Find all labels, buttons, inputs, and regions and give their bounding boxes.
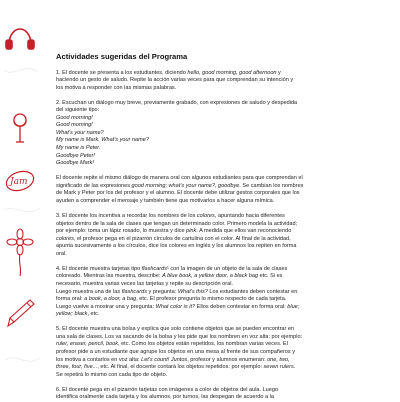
flower-doodle-icon: [7, 229, 33, 276]
italic-text: seven rulers: [263, 364, 294, 371]
text-line: [56, 107, 386, 115]
italic-text: pink: [186, 228, 197, 235]
text-run: del siguiente tipo:: [56, 107, 100, 114]
text-run: una sala de clases. Los va sacando de la bolsa y les pide que los nombren en voz alta: por ejemplo:: [56, 333, 303, 340]
text-run: 3. El docente los incentiva a recordar los nombres de los: [56, 213, 197, 220]
text-line: [56, 145, 386, 153]
text-line: [56, 364, 386, 372]
text-run: ¹ con la imagen de un objeto de la sala de clases: [167, 265, 288, 272]
decorative-sidebar: [0, 0, 48, 400]
text-line: [56, 273, 386, 281]
text-line: [56, 266, 386, 274]
text-line: [56, 221, 386, 229]
text-run: , el profesor pega en el pizarrón círculos de cartulina con el color. Al final de la actividad,: [73, 235, 291, 242]
text-line: [56, 190, 386, 198]
document-title: Actividades sugeridas del Programa: [56, 52, 188, 61]
sidebar-doodles: [0, 0, 48, 400]
document-body: [56, 70, 386, 402]
faint-strokes: [4, 69, 40, 362]
paragraph-p3: [56, 175, 386, 205]
text-line: [56, 213, 386, 221]
text-run: y: [276, 69, 281, 76]
document-page: [56, 52, 386, 402]
italic-text: flashcards: [121, 288, 147, 295]
text-run: oral.: [56, 250, 67, 257]
text-run: 4. El docente muestra tarjetas tipo: [56, 265, 142, 272]
italic-text: one, two,: [267, 356, 290, 363]
text-run: significado de las expresiones: [56, 182, 132, 189]
text-run: ayuden a comprender el mensaje y también tiene que motivarlos a hacer alguna mímica.: [56, 197, 275, 204]
italic-text: Good morning!: [56, 114, 93, 121]
text-line: [56, 326, 386, 334]
text-line: [56, 236, 386, 244]
text-line: [56, 100, 386, 108]
text-run: de Mark y Peter por los del profesor y el alumno. El docente debe utilizar gestos corporales que los: [56, 190, 300, 197]
text-run: El docente repite el mismo diálogo de manera oral con algunos estudiantes para que comprendan el: [56, 175, 303, 182]
text-line: [56, 137, 386, 145]
text-line: [56, 153, 386, 161]
text-run: y pregunta:: [146, 288, 178, 295]
italic-text: colores: [56, 235, 74, 242]
text-run: . A medida que ellos van reconociendo: [196, 228, 292, 235]
text-line: [56, 251, 386, 259]
text-run: , etc.: [87, 311, 100, 318]
italic-text: My name is Peter.: [56, 145, 101, 152]
text-run: identifica oralmente cada tarjeta y los alumnos, por turnos, las despegan de acuerdo a la: [56, 394, 274, 401]
text-run: .: [293, 364, 296, 371]
text-run: objetos dentro de la sala de clases que tengan un determinado color. Primero modela la actividad;: [56, 220, 298, 227]
italic-text: Goodbye Mark!: [56, 160, 94, 167]
text-line: [56, 394, 386, 402]
italic-text: What's your name?: [56, 129, 104, 136]
text-run: . Se cambian los nombres: [239, 182, 304, 189]
paragraph-p5: [56, 266, 386, 319]
italic-text: hello, good morning, good afternoon: [187, 69, 277, 76]
text-line: [56, 160, 386, 168]
microphone-icon: [14, 114, 26, 142]
text-line: [56, 228, 386, 236]
text-line: [56, 130, 386, 138]
text-run: Se repetirá lo mismo con cada tipo de objeto.: [56, 371, 168, 378]
sidebar-doodle-text: Jam: [10, 177, 28, 187]
italic-text: What's this?: [177, 288, 208, 295]
italic-text: ruler, eraser, pencil, book: [56, 341, 118, 348]
text-line: [56, 85, 386, 93]
text-run: , etc. Como los objetos están repetidos, los nombran varias veces. El: [117, 341, 288, 348]
text-line: [56, 183, 386, 191]
headphones-icon: [6, 29, 34, 49]
text-line: [56, 281, 386, 289]
italic-text: yellow; black: [56, 311, 88, 318]
paragraph-p6: [56, 326, 386, 379]
italic-text: three, four, five...: [56, 364, 98, 371]
text-run: haciendo un gesto de saludo. Repite la acción varias veces para que comprendan su intención y: [56, 77, 294, 84]
text-run: , apuntando hacia diferentes: [214, 213, 285, 220]
text-line: [56, 334, 386, 342]
text-run: 6. El docente pega en el pizarrón tarjetas con imágenes a color de objetos del aula. Luego: [56, 386, 279, 393]
italic-text: A blue book, a yellow door, a black bag: [162, 273, 259, 280]
italic-text: What color is it?: [155, 303, 196, 310]
italic-text: Let's count! Juntos: [141, 356, 188, 363]
italic-text: colores: [196, 213, 215, 220]
text-run: , etc. Al final, el docente contará los objetos repetidos: por ejemplo:: [97, 364, 264, 371]
text-line: [56, 304, 386, 312]
text-run: necesario, muestra varias veces las tarjetas y repite su descripción oral.: [56, 281, 233, 287]
italic-text: Good morning!: [56, 122, 93, 129]
text-line: [56, 349, 386, 357]
italic-text: good morning; what's your name?, goodbye: [131, 182, 240, 189]
text-line: [56, 296, 386, 304]
paragraph-p4: [56, 213, 386, 258]
sticker-label-icon: [4, 168, 36, 194]
italic-text: blue;: [287, 303, 300, 310]
text-line: [56, 357, 386, 365]
text-run: etc. Si es: [258, 273, 283, 280]
text-run: Los estudiantes deben contestar en: [207, 288, 298, 295]
text-line: [56, 289, 386, 297]
pencil-doodle-icon: [8, 300, 34, 326]
italic-text: My name is Mark. What's your name?: [56, 137, 149, 144]
text-run: , profesor y alumnos enumeran:: [187, 356, 268, 363]
text-line: [56, 115, 386, 123]
text-run: Luego vuelve a mostrar una y pregunta:: [56, 303, 156, 310]
text-line: [56, 341, 386, 349]
text-run: forma oral:: [56, 296, 85, 303]
text-run: coloreado. Mientras las muestra, describe:: [56, 273, 163, 280]
paragraph-p1: [56, 70, 386, 93]
paragraph-p2: [56, 100, 386, 168]
text-run: los motiva a contarlos en voz alta:: [56, 356, 142, 363]
text-run: apunta sucesivamente a los círculos, dice los colores en inglés y los alumnos los repiten en forma: [56, 243, 297, 250]
text-line: [56, 311, 386, 319]
italic-text: flashcards: [141, 265, 167, 272]
text-run: 2. Escuchan un diálogo muy breve, previamente grabado, con expresiones de saludo y despedida: [56, 99, 298, 106]
text-line: [56, 77, 386, 85]
text-line: [56, 122, 386, 130]
italic-text: a book, a door, a bag: [84, 296, 137, 303]
text-run: 5. El docente muestra una bolsa y explica que solo contiene objetos que se pueden encontrar en: [56, 326, 295, 333]
text-run: , etc. El profesor pregunta lo mismo respecto de cada tarjeta.: [136, 296, 287, 303]
text-line: [56, 175, 386, 183]
text-run: Luego muestra una de las: [56, 288, 122, 295]
text-run: los motiva a responder con las mismas palabras.: [56, 84, 177, 91]
italic-text: Goodbye Peter!: [56, 152, 95, 159]
text-line: [56, 387, 386, 395]
text-run: Ellos deben contestar en forma oral:: [195, 303, 288, 310]
text-line: [56, 372, 386, 380]
text-run: profesor pide a un estudiante que agrupe los objetos en una mesa al frente de sus compañeros y: [56, 348, 295, 355]
text-run: 1. El docente se presenta a los estudiantes, diciendo: [56, 69, 188, 76]
text-run: por ejemplo: toma un lápiz rosado, lo muestra y dice: [56, 228, 187, 235]
text-line: [56, 198, 386, 206]
text-line: [56, 70, 386, 78]
text-line: [56, 243, 386, 251]
